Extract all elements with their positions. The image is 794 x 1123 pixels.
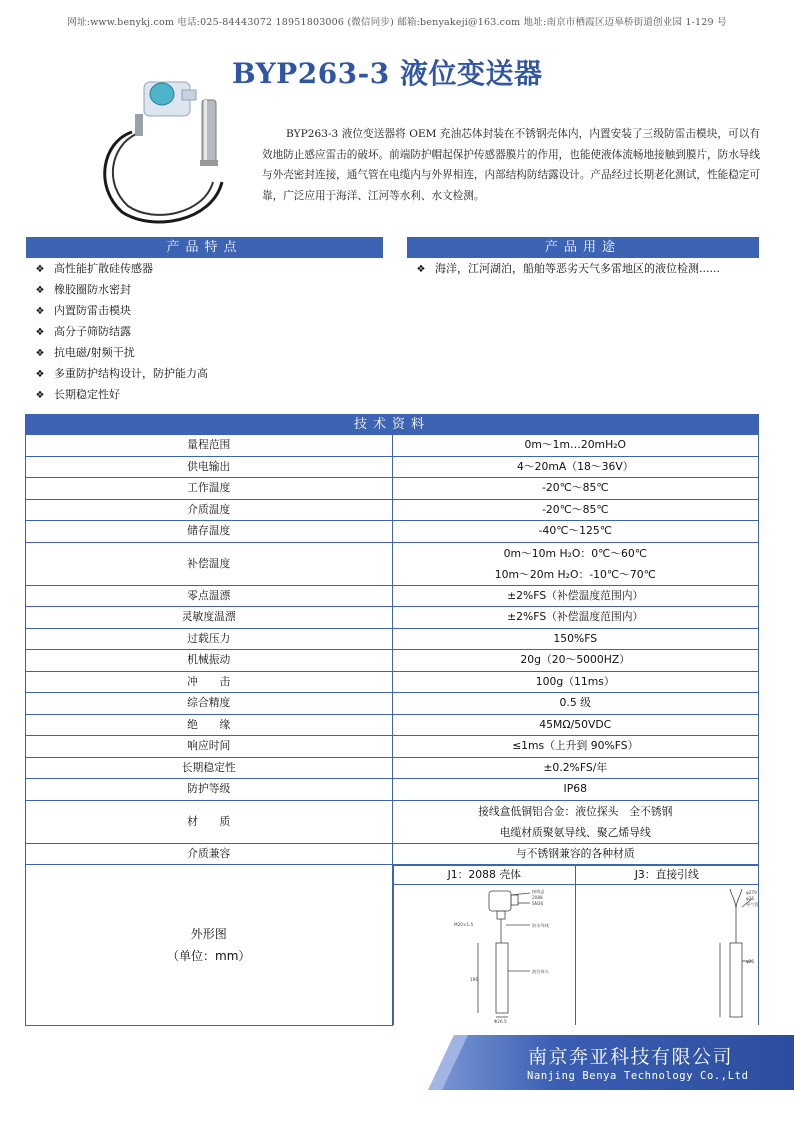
j1-label-length: 196 xyxy=(469,977,478,982)
j1-caption: J1：2088 壳体 xyxy=(393,866,576,885)
diamond-bullet-icon: ❖ xyxy=(35,285,45,296)
j3-label-1: φ279 xyxy=(746,890,757,895)
table-row: 过载压力 150%FS xyxy=(26,628,759,650)
j3-label-2: φ26 xyxy=(746,896,755,901)
table-row: 灵敏度温漂 ±2%FS（补偿温度范围内） xyxy=(26,607,759,629)
page-title: BYP263-3 液位变送器 xyxy=(232,57,543,90)
table-row: 材 质 接线盒低铜铝合金：液位探头 全不锈钢 电缆材质聚氨导线、聚乙烯导线 xyxy=(26,800,759,843)
list-item: ❖ 海洋，江河湖泊，船舶等恶劣天气多雷地区的液位检测...... xyxy=(407,258,720,279)
diamond-bullet-icon: ❖ xyxy=(35,369,45,380)
table-row: 工作温度 -20℃～85℃ xyxy=(26,478,759,500)
diamond-bullet-icon: ❖ xyxy=(35,327,45,338)
product-photo xyxy=(92,72,242,232)
j1-label-sn: SN36 xyxy=(531,901,543,906)
table-row xyxy=(26,865,759,1026)
table-row: 响应时间 ≤1ms（上升到 90%FS） xyxy=(26,736,759,758)
table-row: 长期稳定性 ±0.2%FS/年 xyxy=(26,757,759,779)
outline-label: 外形图 xyxy=(190,927,227,941)
table-row: 综合精度 0.5 级 xyxy=(26,693,759,715)
list-item: ❖ 多重防护结构设计，防护能力高 xyxy=(26,363,208,384)
j1-label-thread: M20×1.5 xyxy=(453,922,473,927)
table-row: 介质兼容 与不锈钢兼容的各种材质 xyxy=(26,843,759,865)
table-row: 防护等级 IP68 xyxy=(26,779,759,801)
features-list xyxy=(26,258,208,405)
diamond-bullet-icon: ❖ xyxy=(416,264,426,275)
diamond-bullet-icon: ❖ xyxy=(35,390,45,401)
intro-paragraph: BYP263-3 液位变送器将 OEM 充油芯体封装在不锈钢壳体内，内置安装了三级防雷击模块，可以有效地防止感应雷击的破坏。前端防护帽起保护传感器膜片的作用，也能使液体流畅地接触到膜片，防水导线与外壳密封连接，通气管在电缆内与外界相连，内部结构防结露设计。产品经过长期老化测试，性能稳定可靠，广泛应用于海洋、江河等水利、水文检测。 xyxy=(262,128,760,202)
table-row: 量程范围 0m～1m…20mH₂O xyxy=(26,435,759,457)
outline-unit: （单位：mm） xyxy=(167,949,251,963)
table-row: 冲 击 100g（11ms） xyxy=(26,671,759,693)
company-name-cn: 南京奔亚科技有限公司 xyxy=(528,1046,734,1068)
list-item: ❖ 内置防雷击模块 xyxy=(26,300,208,321)
table-row: 补偿温度 0m～10m H₂O：0℃～60℃ 10m～20m H₂O：-10℃～70℃ xyxy=(26,542,759,585)
j1-label-dia: Φ26.5 xyxy=(493,1019,507,1024)
diamond-bullet-icon: ❖ xyxy=(35,264,45,275)
list-item: ❖ 高分子筛防结露 xyxy=(26,321,208,342)
table-row: 机械振动 20g（20～5000HZ） xyxy=(26,650,759,672)
list-item: ❖ 长期稳定性好 xyxy=(26,384,208,405)
list-item: ❖ 抗电磁/射频干扰 xyxy=(26,342,208,363)
table-row: 零点温漂 ±2%FS（补偿温度范围内） xyxy=(26,585,759,607)
drawing-grid xyxy=(393,865,759,1025)
j1-label-box: 接线盒 xyxy=(531,889,545,894)
list-item: ❖ 橡胶圈防水密封 xyxy=(26,279,208,300)
j3-label-4: φ26 xyxy=(746,959,755,964)
j3-caption: J3：直接引线 xyxy=(576,866,759,885)
table-row: 绝 缘 45MΩ/50VDC xyxy=(26,714,759,736)
features-heading: 产品特点 xyxy=(26,237,383,258)
table-row: 供电输出 4～20mA（18～36V） xyxy=(26,456,759,478)
j3-label-3: 导气管 xyxy=(746,902,759,907)
spec-table xyxy=(25,414,759,1026)
table-row: 储存温度 -40℃～125℃ xyxy=(26,521,759,543)
j1-label-cable: 防水导线 xyxy=(531,923,549,928)
j1-label-probe: 液位探头 xyxy=(531,969,549,974)
j3-drawing xyxy=(576,885,794,1025)
applications-list xyxy=(407,258,720,279)
table-row: 介质温度 -20℃～85℃ xyxy=(26,499,759,521)
contact-header: 网址:www.benykj.com 电话:025-84443072 18951803006 (微信同步) 邮箱:benyakeji@163.com 地址:南京市栖霞区迈皋桥街道创业园 1-129 号 xyxy=(67,17,727,28)
applications-heading: 产品用途 xyxy=(407,237,759,258)
diamond-bullet-icon: ❖ xyxy=(35,306,45,317)
spec-heading: 技术资料 xyxy=(26,415,759,435)
list-item: ❖ 高性能扩散硅传感器 xyxy=(26,258,208,279)
diamond-bullet-icon: ❖ xyxy=(35,348,45,359)
j1-label-model: 2088 xyxy=(531,895,543,900)
company-name-en: Nanjing Benya Technology Co.,Ltd xyxy=(527,1070,749,1082)
